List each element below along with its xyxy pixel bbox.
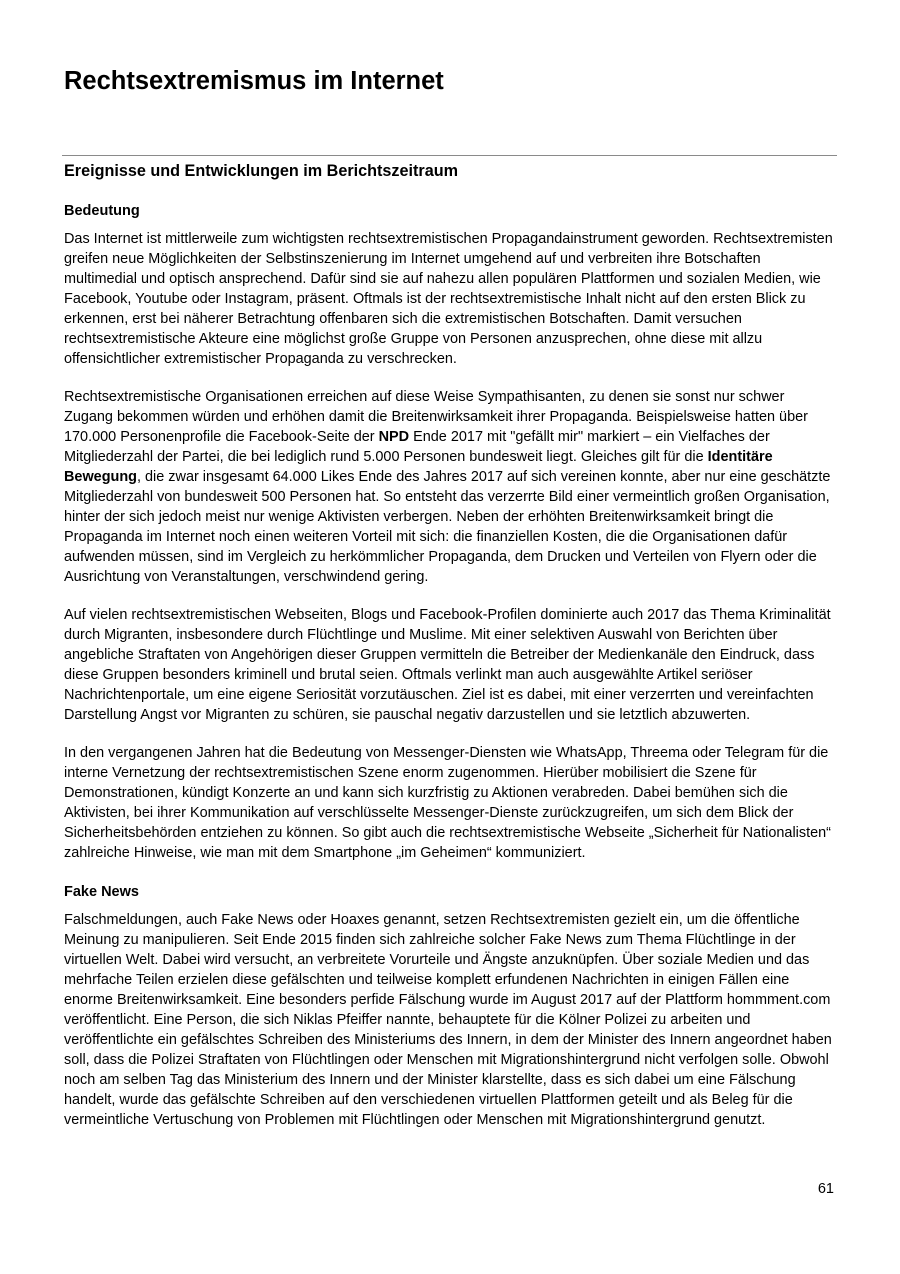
document-body <box>64 157 836 1130</box>
emphasis-npd: NPD <box>378 429 410 445</box>
paragraph-text: , die zwar insgesamt 64.000 Likes Ende des Jahres 2017 auf sich vereinen konnte, aber nur eine geschätzte Mitgliederzahl von bundesweit 500 Personen hat. So entsteht das verzerrte Bild einer vermeintlich großen Organisation, hinter der sich jedoch meist nur wenige Aktivisten verbergen. Neben der erhöhten Breitenwirksamkeit bringt die Propaganda im Internet noch einen weiteren Vorteil mit sich: die finanziellen Kosten, die die Organisationen dafür aufwenden müssen, sind im Vergleich zu herkömmlicher Propaganda, dem Drucken und Verteilen von Flyern oder die Ausrichtung von Veranstaltungen, verschwindend gering. <box>64 469 831 585</box>
paragraph-bedeutung-3: Auf vielen rechtsextremistischen Webseiten, Blogs und Facebook-Profilen dominierte auch 2017 das Thema Kriminalität durch Migranten, insbesondere durch Flüchtlinge und Muslime. Mit einer selektiven Auswahl von Berichten über angebliche Straftaten von Angehörigen dieser Gruppen vermitteln die Betreiber der Medienkanäle den Eindruck, dass diese Gruppen besonders kriminell und brutal seien. Oftmals verlinkt man auch ausgewählte Artikel seriöser Nachrichtenportale, um eine eigene Seriosität vorzutäuschen. Ziel ist es dabei, mit einer verzerrten und vereinfachten Darstellung Angst vor Migranten zu schüren, sie pauschal negativ darzustellen und sie letztlich abzuwerten. <box>64 607 831 723</box>
paragraph-bedeutung-2 <box>64 387 836 587</box>
paragraph-bedeutung-1: Das Internet ist mittlerweile zum wichtigsten rechtsextremistischen Propagandainstrument geworden. Rechtsextremisten greifen neue Möglichkeiten der Selbstinszenierung im Internet umgehend auf und verbreiten ihre Botschaften multimedial und optisch ansprechend. Dafür sind sie auf nahezu allen populären Plattformen und sozialen Medien, wie Facebook, Youtube oder Instagram, präsent. Oftmals ist der rechtsextremistische Inhalt nicht auf den ersten Blick zu erkennen, erst bei näherer Betrachtung offenbaren sich die extremistischen Botschaften. Damit versuchen rechtsextremistische Akteure eine möglichst große Gruppe von Personen anzusprechen, ohne diese mit allzu offensichtlicher extremistischer Propaganda zu verschrecken. <box>64 231 833 367</box>
page-title: Rechtsextremismus im Internet <box>64 67 444 95</box>
paragraph-text: Ende 2017 mit "gefällt mir" markiert – ein Vielfaches der Mitgliederzahl der Partei, die bei lediglich rund 5.000 Personen bundesweit liegt. Gleiches gilt für die <box>64 429 770 465</box>
page-number: 61 <box>817 1181 834 1197</box>
paragraph-fake-news-1: Falschmeldungen, auch Fake News oder Hoaxes genannt, setzen Rechtsextremisten gezielt ein, um die öffentliche Meinung zu manipulieren. Seit Ende 2015 finden sich zahlreiche solcher Fake News zum Thema Flüchtlinge in der virtuellen Welt. Dabei wird versucht, an verbreitete Vorurteile und Ängste anzuknüpfen. Über soziale Medien und das mehrfache Teilen erzielen diese gefälschten und teilweise komplett erfundenen Nachrichten in einigen Fällen eine enorme Breitenwirksamkeit. Eine besonders perfide Fälschung wurde im August 2017 auf der Plattform hommment.com veröffentlicht. Eine Person, die sich Niklas Pfeiffer nannte, behauptete für die Kölner Polizei zu arbeiten und veröffentlichte ein gefälschtes Schreiben des Ministeriums des Innern, in dem der Minister des Innern angeordnet haben soll, dass die Polizei Straftaten von Flüchtlingen oder Menschen mit Migrationshintergrund nicht verfolgen solle. Obwohl noch am selben Tag das Ministerium des Innern und der Minister klarstellte, dass es sich dabei um eine Fälschung handelt, wurde das gefälschte Schreiben auf den verschiedenen virtuellen Plattformen geteilt und als Beleg für die vermeintliche Vertuschung von Problemen mit Flüchtlingen oder Menschen mit Migrationshintergrund genutzt. <box>64 912 832 1128</box>
section-heading: Ereignisse und Entwicklungen im Berichtszeitraum <box>64 162 458 180</box>
paragraph-text: Rechtsextremistische Organisationen erreichen auf diese Weise Sympathisanten, zu denen sie sonst nur schwer Zugang bekommen würden und erhöhen damit die Breitenwirksamkeit ihrer Propaganda. Beispielsweise hatten über 170.000 Personenprofile die Facebook-Seite der <box>64 389 808 445</box>
emphasis-identitaere-bewegung: Identitäre Bewegung <box>64 449 773 485</box>
subheading-fake-news: Fake News <box>64 884 139 900</box>
section-divider <box>62 155 837 156</box>
subheading-bedeutung: Bedeutung <box>64 203 140 219</box>
paragraph-bedeutung-4: In den vergangenen Jahren hat die Bedeutung von Messenger-Diensten wie WhatsApp, Threema oder Telegram für die interne Vernetzung der rechtsextremistischen Szene enorm zugenommen. Hierüber mobilisiert die Szene für Demonstrationen, kündigt Konzerte an und kann sich kurzfristig zu Aktionen verabreden. Dabei bemühen sich die Aktivisten, bei ihrer Kommunikation auf verschlüsselte Messenger-Dienste zurückzugreifen, um sich dem Blick der Sicherheitsbehörden entziehen zu können. So gibt auch die rechtsextremistische Webseite „Sicherheit für Nationalisten“ zahlreiche Hinweise, wie man mit dem Smartphone „im Geheimen“ kommuniziert. <box>64 745 831 861</box>
